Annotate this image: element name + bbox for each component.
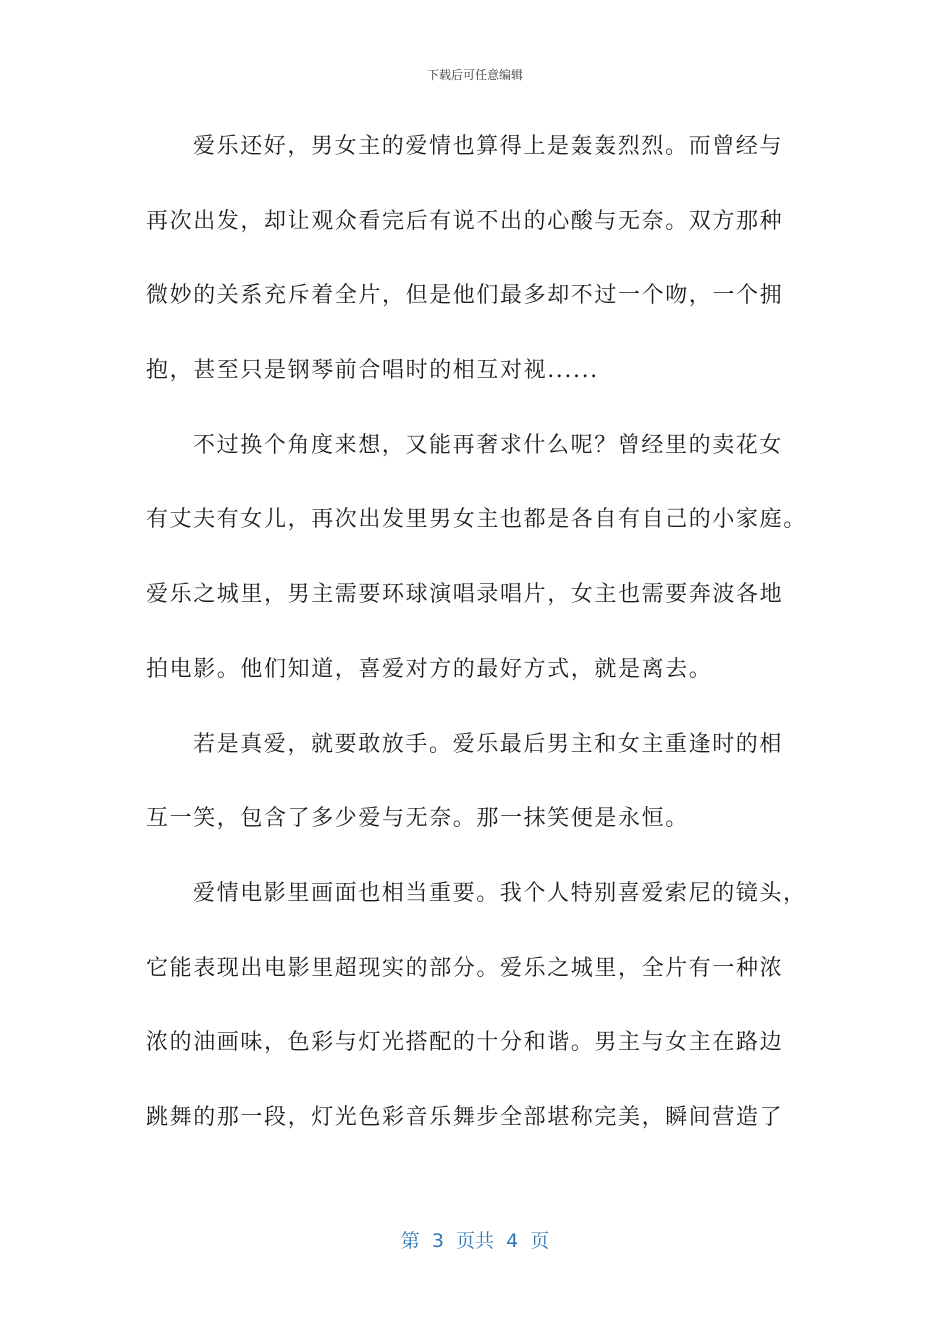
text-line: 再次出发，却让观众看完后有说不出的心酸与无奈。双方那种 bbox=[146, 208, 784, 234]
text-line: 若是真爱，就要敢放手。爱乐最后男主和女主重逢时的相 bbox=[193, 731, 784, 757]
text-line: 不过换个角度来想，又能再奢求什么呢？曾经里的卖花女 bbox=[193, 432, 784, 458]
text-line: 它能表现出电影里超现实的部分。爱乐之城里，全片有一种浓 bbox=[146, 955, 784, 981]
text-line: 爱情电影里画面也相当重要。我个人特别喜爱索尼的镜头， bbox=[193, 880, 807, 906]
page-header: 下载后可任意编辑 bbox=[426, 68, 523, 82]
page-number-footer: 第 3 页共 4 页 bbox=[400, 1230, 550, 1252]
text-line: 微妙的关系充斥着全片，但是他们最多却不过一个吻，一个拥 bbox=[146, 283, 784, 309]
text-line: 跳舞的那一段，灯光色彩音乐舞步全部堪称完美，瞬间营造了 bbox=[146, 1104, 784, 1130]
text-line: 爱乐还好，男女主的爱情也算得上是轰轰烈烈。而曾经与 bbox=[193, 134, 784, 159]
document-body bbox=[146, 122, 806, 1168]
text-line: 拍电影。他们知道，喜爱对方的最好方式，就是离去。 bbox=[146, 656, 713, 682]
text-line: 爱乐之城里，男主需要环球演唱录唱片，女主也需要奔波各地 bbox=[146, 582, 784, 608]
text-line: 浓的油画味，色彩与灯光搭配的十分和谐。男主与女主在路边 bbox=[146, 1030, 784, 1056]
text-line: 有丈夫有女儿，再次出发里男女主也都是各自有自己的小家庭。 bbox=[146, 507, 807, 533]
text-line: 互一笑，包含了多少爱与无奈。那一抹笑便是永恒。 bbox=[146, 806, 689, 832]
text-line: 抱，甚至只是钢琴前合唱时的相互对视...... bbox=[146, 358, 599, 384]
